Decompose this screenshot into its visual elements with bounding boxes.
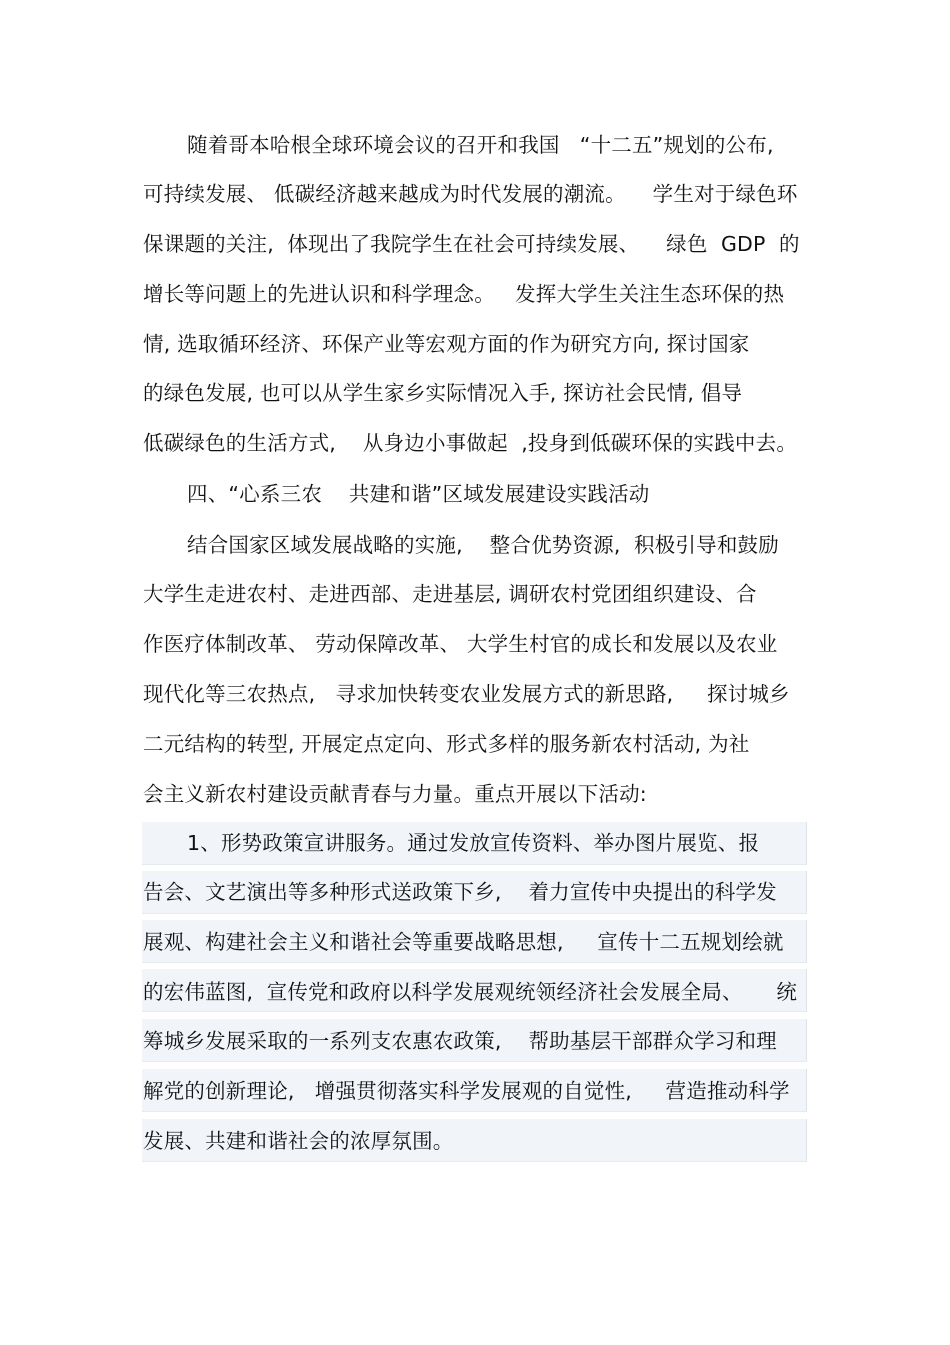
item-1-line-7: 发展、共建和谐社会的浓厚氛围。	[143, 1129, 454, 1153]
item-1-line-6: 解党的创新理论, 增强贯彻落实科学发展观的自觉性, 营造推动科学	[143, 1079, 790, 1103]
section-heading-4: 四、“心系三农 共建和谐”区域发展建设实践活动	[187, 482, 650, 506]
item-1-line-3: 展观、构建社会主义和谐社会等重要战略思想, 宣传十二五规划绘就	[143, 930, 784, 954]
paragraph-2-line-2: 大学生走进农村、走进西部、走进基层, 调研农村党团组织建设、合	[143, 582, 757, 606]
paragraph-1-line-6: 的绿色发展, 也可以从学生家乡实际情况入手, 探访社会民情, 倡导	[143, 381, 743, 405]
paragraph-2-line-5: 二元结构的转型, 开展定点定向、形式多样的服务新农村活动, 为社	[143, 732, 750, 756]
paragraph-2-line-3: 作医疗体制改革、 劳动保障改革、 大学生村官的成长和发展以及农业	[143, 632, 778, 656]
paragraph-1-line-1: 随着哥本哈根全球环境会议的召开和我国 “十二五”规划的公布,	[187, 133, 774, 157]
item-1-line-2: 告会、文艺演出等多种形式送政策下乡, 着力宣传中央提出的科学发	[143, 880, 777, 904]
item-1-line-4: 的宏伟蓝图, 宣传党和政府以科学发展观统领经济社会发展全局、 统	[143, 980, 798, 1004]
paragraph-1-line-7: 低碳绿色的生活方式, 从身边小事做起 ,投身到低碳环保的实践中去。	[143, 431, 798, 455]
item-1-line-1: 1、形势政策宣讲服务。通过发放宣传资料、举办图片展览、报	[187, 831, 760, 855]
paragraph-1-line-3: 保课题的关注, 体现出了我院学生在社会可持续发展、 绿色 GDP 的	[143, 232, 800, 256]
paragraph-1-line-4: 增长等问题上的先进认识和科学理念。 发挥大学生关注生态环保的热	[143, 282, 785, 306]
paragraph-2-line-6: 会主义新农村建设贡献青春与力量。重点开展以下活动:	[143, 782, 647, 806]
paragraph-1-line-2: 可持续发展、 低碳经济越来越成为时代发展的潮流。 学生对于绿色环	[143, 182, 798, 206]
paragraph-2-line-1: 结合国家区域发展战略的实施, 整合优势资源, 积极引导和鼓励	[187, 533, 779, 557]
paragraph-2-line-4: 现代化等三农热点, 寻求加快转变农业发展方式的新思路, 探讨城乡	[143, 682, 790, 706]
paragraph-1-line-5: 情, 选取循环经济、环保产业等宏观方面的作为研究方向, 探讨国家	[143, 332, 750, 356]
item-1-line-5: 筹城乡发展采取的一系列支农惠农政策, 帮助基层干部群众学习和理	[143, 1029, 777, 1053]
